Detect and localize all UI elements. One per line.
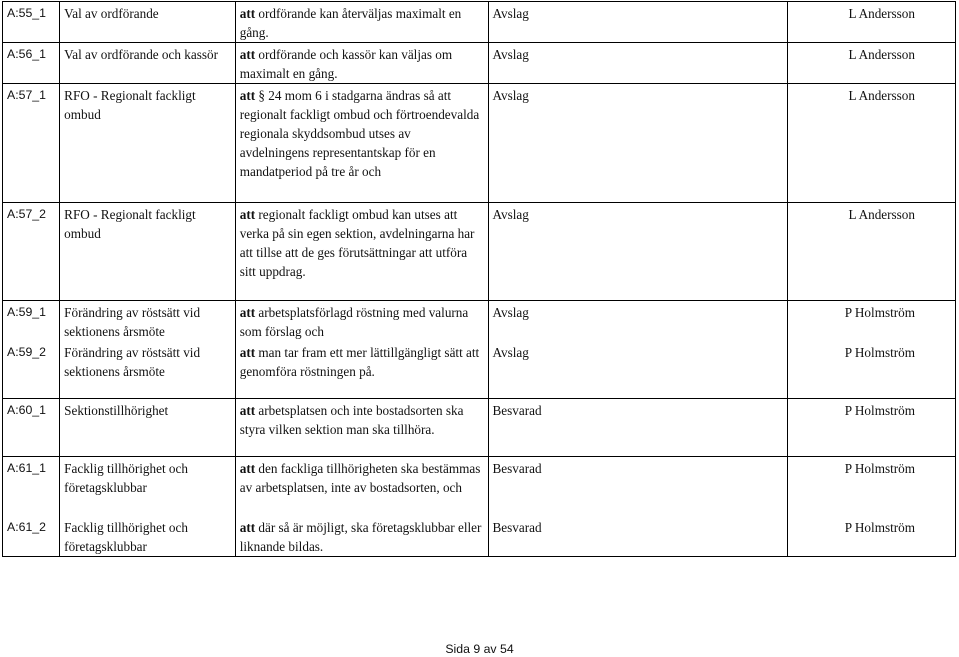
decision: Avslag: [488, 84, 788, 203]
att-keyword: att: [239, 47, 256, 62]
motion-text: [235, 516, 488, 557]
att-keyword: att: [239, 460, 256, 476]
motion-id: A:60_1: [3, 398, 60, 456]
motion-text-body: den fackliga tillhörigheten ska bestämmas av arbetsplatsen, inte av bostadsorten, och: [239, 460, 481, 495]
att-keyword: att: [239, 88, 256, 103]
motion-text: [235, 456, 488, 516]
motion-id: A:55_1: [3, 2, 60, 43]
motion-text: [235, 341, 488, 398]
table-row: [3, 43, 956, 84]
motion-text-body: regionalt fackligt ombud kan utses att verka på sin egen sektion, avdelningarna har att tillse att de ges förutsättningar att utföra sitt uppdrag.: [239, 207, 475, 279]
table-row: [3, 203, 956, 301]
motion-topic: Facklig tillhörighet och företagsklubbar: [60, 516, 236, 557]
responsible: P Holmström: [788, 398, 956, 456]
motion-text-body: arbetsplatsen och inte bostadsorten ska styra vilken sektion man ska tillhöra.: [239, 402, 464, 437]
motions-table: [2, 1, 956, 557]
motion-text: [235, 203, 488, 301]
motion-text-body: arbetsplatsförlagd röstning med valurna som förslag och: [239, 305, 469, 339]
motion-id: A:59_1: [3, 301, 60, 342]
motion-topic: RFO - Regionalt fackligt ombud: [60, 203, 236, 301]
motion-text: [235, 84, 488, 203]
motion-id: A:61_2: [3, 516, 60, 557]
decision: Avslag: [488, 43, 788, 84]
motion-text-body: § 24 mom 6 i stadgarna ändras så att regionalt fackligt ombud och förtroendevalda regionala skyddsombud utses av avdelningens representantskap för en mandatperiod på tre år och: [239, 88, 480, 179]
responsible: L Andersson: [788, 84, 956, 203]
motion-text: [235, 2, 488, 43]
motion-text-body: ordförande kan återväljas maximalt en gång.: [239, 6, 462, 40]
motion-topic: Val av ordförande: [60, 2, 236, 43]
motion-text: [235, 43, 488, 84]
motion-id: A:59_2: [3, 341, 60, 398]
table-row: [3, 516, 956, 557]
responsible: P Holmström: [788, 516, 956, 557]
motion-id: A:61_1: [3, 456, 60, 516]
decision: Besvarad: [488, 456, 788, 516]
responsible: L Andersson: [788, 43, 956, 84]
table-row: [3, 456, 956, 516]
motion-text-body: där så är möjligt, ska företagsklubbar eller liknande bildas.: [239, 520, 482, 554]
att-keyword: att: [239, 520, 256, 535]
motion-text-body: ordförande och kassör kan väljas om maximalt en gång.: [239, 47, 453, 81]
motion-topic: Val av ordförande och kassör: [60, 43, 236, 84]
motion-id: A:57_1: [3, 84, 60, 203]
motion-text: [235, 301, 488, 342]
page-footer: [0, 642, 959, 656]
motion-text: [235, 398, 488, 456]
motion-topic: RFO - Regionalt fackligt ombud: [60, 84, 236, 203]
responsible: L Andersson: [788, 2, 956, 43]
att-keyword: att: [239, 305, 256, 320]
table-row: [3, 84, 956, 203]
page-number: Sida 9 av 54: [445, 642, 514, 656]
table-row: [3, 341, 956, 398]
table-row: [3, 2, 956, 43]
table-row: [3, 398, 956, 456]
decision: Besvarad: [488, 516, 788, 557]
motion-id: A:57_2: [3, 203, 60, 301]
decision: Avslag: [488, 301, 788, 342]
motion-id: A:56_1: [3, 43, 60, 84]
motion-topic: Sektionstillhörighet: [60, 398, 236, 456]
decision: Avslag: [488, 2, 788, 43]
responsible: L Andersson: [788, 203, 956, 301]
decision: Avslag: [488, 203, 788, 301]
att-keyword: att: [239, 402, 256, 418]
responsible: P Holmström: [788, 301, 956, 342]
att-keyword: att: [239, 207, 256, 222]
motion-topic: Förändring av röstsätt vid sektionens årsmöte: [60, 301, 236, 342]
table-row: [3, 301, 956, 342]
decision: Besvarad: [488, 398, 788, 456]
decision: Avslag: [488, 341, 788, 398]
motion-text-body: man tar fram ett mer lättillgängligt sätt att genomföra röstningen på.: [239, 345, 480, 379]
att-keyword: att: [239, 6, 256, 21]
motion-topic: Förändring av röstsätt vid sektionens årsmöte: [60, 341, 236, 398]
responsible: P Holmström: [788, 341, 956, 398]
att-keyword: att: [239, 345, 256, 360]
responsible: P Holmström: [788, 456, 956, 516]
motion-topic: Facklig tillhörighet och företagsklubbar: [60, 456, 236, 516]
